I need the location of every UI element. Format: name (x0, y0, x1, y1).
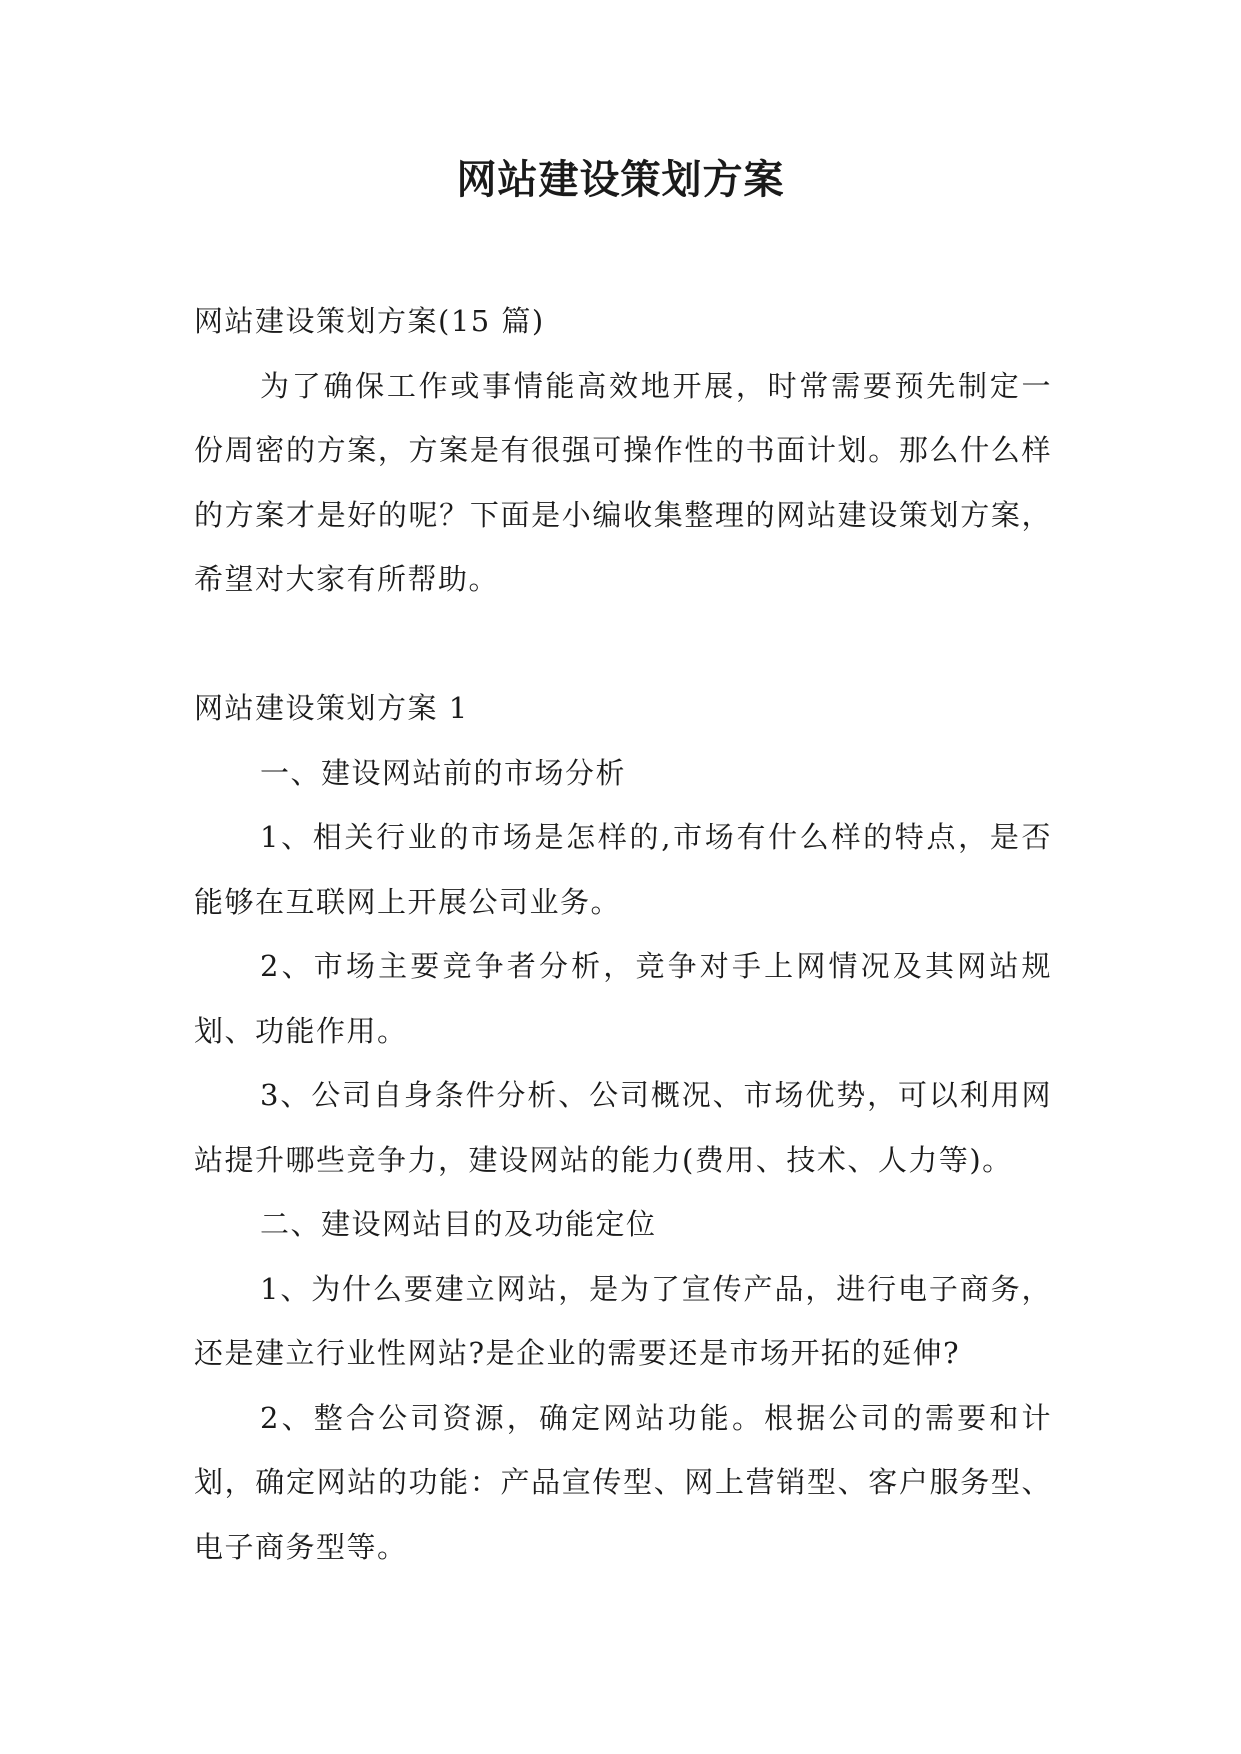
section-heading: 网站建设策划方案 1 (194, 691, 469, 725)
market-analysis-item-3: 3、公司自身条件分析、公司概况、市场优势，可以利用网站提升哪些竞争力，建设网站的能力(费用、技术、人力等)。 (194, 1078, 1052, 1177)
document-subtitle: 网站建设策划方案(15 篇) (194, 304, 545, 338)
intro-paragraph: 为了确保工作或事情能高效地开展，时常需要预先制定一份周密的方案，方案是有很强可操作性的书面计划。那么什么样的方案才是好的呢？下面是小编收集整理的网站建设策划方案，希望对大家有所帮助。 (194, 368, 1052, 596)
market-analysis-item-2: 2、市场主要竞争者分析，竞争对手上网情况及其网站规划、功能作用。 (194, 949, 1052, 1048)
paragraph-spacer (194, 612, 1052, 677)
document-title: 网站建设策划方案 (456, 156, 785, 203)
part-heading-website-purpose: 二、建设网站目的及功能定位 (260, 1207, 657, 1241)
website-purpose-item-1: 1、为什么要建立网站，是为了宣传产品，进行电子商务，还是建立行业性网站?是企业的需要还是市场开拓的延伸? (194, 1271, 1052, 1370)
document-body (194, 289, 1052, 1579)
website-purpose-item-2: 2、整合公司资源，确定网站功能。根据公司的需要和计划，确定网站的功能：产品宣传型、网上营销型、客户服务型、电子商务型等。 (194, 1400, 1052, 1564)
part-heading-market-analysis: 一、建设网站前的市场分析 (260, 755, 627, 790)
market-analysis-item-1: 1、相关行业的市场是怎样的,市场有什么样的特点，是否能够在互联网上开展公司业务。 (194, 820, 1052, 919)
